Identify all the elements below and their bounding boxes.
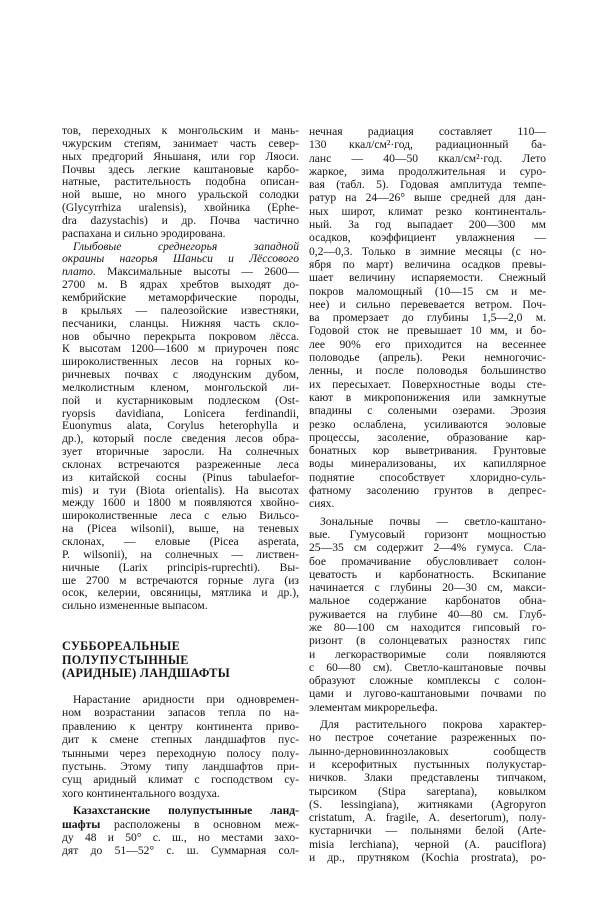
text-line: жаркое, зима продолжительная и суро- (309, 164, 546, 178)
text-line: правлению к центру континента приво- (62, 719, 299, 733)
text-line: чжурским степям, занимает часть север- (62, 136, 299, 150)
text-line: (S. lessingiana), житняками (Agropyron (309, 797, 546, 811)
text-line: осадков, коэффициент увлажнения — (309, 231, 546, 245)
text-line: P. wilsonii), на солнечных — листвен- (62, 547, 299, 561)
text-line: ва промерзает до глубины 1,5—2,0 м. (309, 311, 546, 325)
text-line: Казахстанские полупустынные ланд- (73, 804, 299, 818)
text-line: осок, келерии, овсяницы, мятлика и др.), (62, 586, 299, 600)
text-line: cristatum, A. fragile, A. desertorum), полу- (309, 811, 546, 825)
text-line: сильно измененные выпасом. (62, 599, 208, 613)
text-line: вая (табл. 5). Годовая амплитуда темпе- (309, 178, 546, 192)
text-line: ратур на 24—26° выше средней для дан- (309, 191, 546, 205)
text-line: Для растительного покрова характер- (320, 718, 546, 732)
text-line: dra dazystachis) и др. Почва частично (62, 213, 299, 227)
text-line: 25—35 см содержит 2—4% гумуса. Сла- (309, 541, 546, 555)
text-line: сущ аридный климат с господством су- (62, 773, 299, 787)
text-line: поднятие способствует хлоридно-суль- (309, 470, 546, 484)
text-line: лее 90% его приходится на весеннее (309, 337, 546, 351)
text-line: кают в микропонижения или замкнутые (309, 390, 546, 404)
text-line: натные, растительность подобна описан- (62, 175, 299, 189)
text-line: Euonymus alata, Corylus heterophylla и (62, 419, 299, 433)
text-line: зует вторичные заросли. На солнечных (62, 445, 299, 459)
heading-line: (АРИДНЫЕ) ЛАНДШАФТЫ (62, 666, 230, 680)
text-line: мелколистным кленом, монгольской ли- (62, 380, 299, 394)
text-line: бое промачивание обусловливает солон- (309, 554, 546, 568)
text-line: и ксерофитных пустынных полукустар- (309, 757, 546, 771)
right-column-text (309, 125, 546, 864)
emphasized-text: шафты (62, 817, 101, 831)
text-line: ный. За год выпадает 200—300 мм (309, 218, 546, 232)
text-line: из китайской сосны (Pinus tabulaefor- (62, 470, 299, 484)
text-line: (Glycyrrhiza uralensis), хвойника (Ephe- (62, 201, 299, 215)
text-line: руживается на глубине 40—80 см. Глуб- (309, 607, 546, 621)
text-segment: Максимальные высоты — 2600— (95, 265, 299, 279)
text-line: процессы, засоление, образование кар- (309, 430, 546, 444)
text-line: цеватость и карбонатность. Вскипание (309, 567, 546, 581)
text-line: тов, переходных к монгольским и мань- (62, 124, 299, 137)
text-line: нов обычно перекрыта покровом лёсса. (62, 329, 299, 343)
left-column-text (62, 125, 299, 613)
section-body-text (62, 693, 299, 858)
text-line: ше 2700 м встречаются горные луга (из (62, 573, 299, 587)
text-line: Глыбовые среднегорья западной (73, 239, 299, 253)
text-line (62, 818, 299, 831)
text-line: ном возрастании запасов тепла по на- (62, 706, 299, 720)
text-line: др.), который после сведения лесов обра- (62, 432, 299, 446)
text-line: склонах встречаются разреженные леса (62, 457, 299, 471)
text-line: лынно-дерновиннозлаковых сообществ (309, 744, 546, 758)
text-line: кембрийские метаморфические породы, (62, 290, 299, 304)
text-line: 130 ккал/см²·год, радиационный ба- (309, 138, 546, 152)
text-line: бонатных кор выветривания. Грунтовые (309, 444, 546, 458)
text-line: ризонт (в солонцеватых разностях гипс (309, 634, 546, 648)
text-line: мальное содержание карбонатов обна- (309, 594, 546, 608)
text-line: начинается с глубины 20—30 см, макси- (309, 581, 546, 595)
text-line: резко ослаблена, усиливаются эоловые (309, 417, 546, 431)
text-line: фатному засолению грунтов в депрес- (309, 484, 546, 498)
text-line: Зональные почвы — светло-каштано- (320, 514, 546, 528)
text-line: но пестрое сочетание разреженных по- (309, 731, 546, 745)
text-line: широколиственных лесов на горных ко- (62, 355, 299, 369)
text-line: тынными через переходную полосу полу- (62, 746, 299, 760)
text-line: кустарнички — полынями белой (Arte- (309, 824, 546, 838)
text-line: ничные (Larix principis-ruprechti). Вы- (62, 560, 299, 574)
text-line: покров маломощный (10—15 см и ме- (309, 284, 546, 298)
text-segment: расположены в основном меж- (100, 817, 299, 831)
text-line: образуют сложные комплексы с солон- (309, 674, 546, 688)
text-line: широколиственные леса с елью Вильсо- (62, 509, 299, 523)
text-line: пой и кустарниковым подлеском (Ost- (62, 393, 299, 407)
text-line: склонах, — еловые (Picea asperata, (62, 535, 299, 548)
text-line: в крыльях — палеозойские известняки, (62, 303, 299, 317)
text-line: с 60—80 см). Светло-каштановые почвы (309, 660, 546, 674)
text-line: ленны, и после половодья большинство (309, 364, 546, 378)
text-line: и легкорастворимые соли появляются (309, 647, 546, 661)
text-line: окраины нагорья Шаньси и Лёссового (62, 252, 299, 266)
text-line: же 80—100 см находится гипсовый го- (309, 620, 546, 634)
text-line: цами и лугово-каштановыми почвами по (309, 687, 546, 701)
text-line: нее) и сильно перевевается ветром. Поч- (309, 297, 546, 311)
text-line: 2700 м. В ядрах хребтов выходят до- (62, 278, 299, 292)
text-line: ду 48 и 50° с. ш., но местами захо- (62, 830, 299, 844)
text-line: распахана и сильно эродирована. (62, 226, 226, 240)
text-line: и др., прутняком (Kochia prostrata), ро- (309, 851, 546, 865)
text-line: Почвы здесь легкие каштановые карбо- (62, 162, 299, 176)
text-line: ября по март) величина осадков превы- (309, 257, 546, 271)
text-line: половодье (апрель). Реки немногочис- (309, 351, 546, 365)
text-line: mis) и туи (Biota orientalis). На высотах (62, 483, 299, 497)
text-line: песчаники, сланцы. Нижняя часть скло- (62, 316, 299, 330)
text-line: между 1600 и 1800 м появляются хвойно- (62, 496, 299, 510)
text-line: пустынь. Этому типу ландшафтов при- (62, 759, 299, 773)
text-line: ричневых почвах с ляодунским дубом, (62, 368, 299, 382)
text-line: ных предгорий Яньшаня, или гор Ляоси. (62, 149, 299, 163)
text-line: дят до 51—52° с. ш. Суммарная сол- (62, 844, 299, 858)
text-line: ланс — 40—50 ккал/см²·год. Лето (309, 151, 546, 165)
text-line: тырсиком (Stipa sareptana), ковылком (309, 784, 546, 798)
text-line: на (Picea wilsonii), выше, на теневых (62, 522, 299, 536)
text-line: Нарастание аридности при одновремен- (73, 693, 299, 706)
heading-line: СУББОРЕАЛЬНЫЕ (62, 639, 181, 653)
text-line: нечная радиация составляет 110— (309, 125, 546, 138)
text-line: К высотам 1200—1600 м приурочен пояс (62, 342, 299, 356)
text-line: хого континентального воздуха. (62, 786, 220, 800)
text-line: misia lerchiana), черной (A. pauciflora) (309, 837, 546, 851)
text-line: ryopsis davidiana, Lonicera ferdinandii, (62, 406, 299, 420)
text-line: Годовой сток не превышает 10 мм, и бо- (309, 324, 546, 338)
text-line: ной выше, но много уральской солодки (62, 188, 299, 202)
text-line: их пересыхает. Поверхностные воды сте- (309, 377, 546, 391)
text-line: сиях. (309, 497, 335, 511)
emphasized-text: плато. (62, 265, 96, 279)
text-line: ных широт, климат резко континенталь- (309, 204, 546, 218)
text-line: впадины с солеными озерами. Эрозия (309, 404, 546, 418)
text-line: 0,2—0,3. Только в зимние месяцы (с но- (309, 244, 546, 258)
heading-line: ПОЛУПУСТЫННЫЕ (62, 652, 189, 667)
text-line: элементам микрорельефа. (309, 700, 438, 714)
text-line: вые. Гумусовый горизонт мощностью (309, 527, 546, 541)
text-line: ничков. Злаки представлены типчаком, (309, 771, 546, 785)
text-line: воды минерализованы, их капиллярное (309, 457, 546, 471)
section-heading (62, 640, 299, 681)
text-line: дит к смене степных ландшафтов пус- (62, 733, 299, 747)
text-line: шает величину испаряемости. Снежный (309, 271, 546, 285)
